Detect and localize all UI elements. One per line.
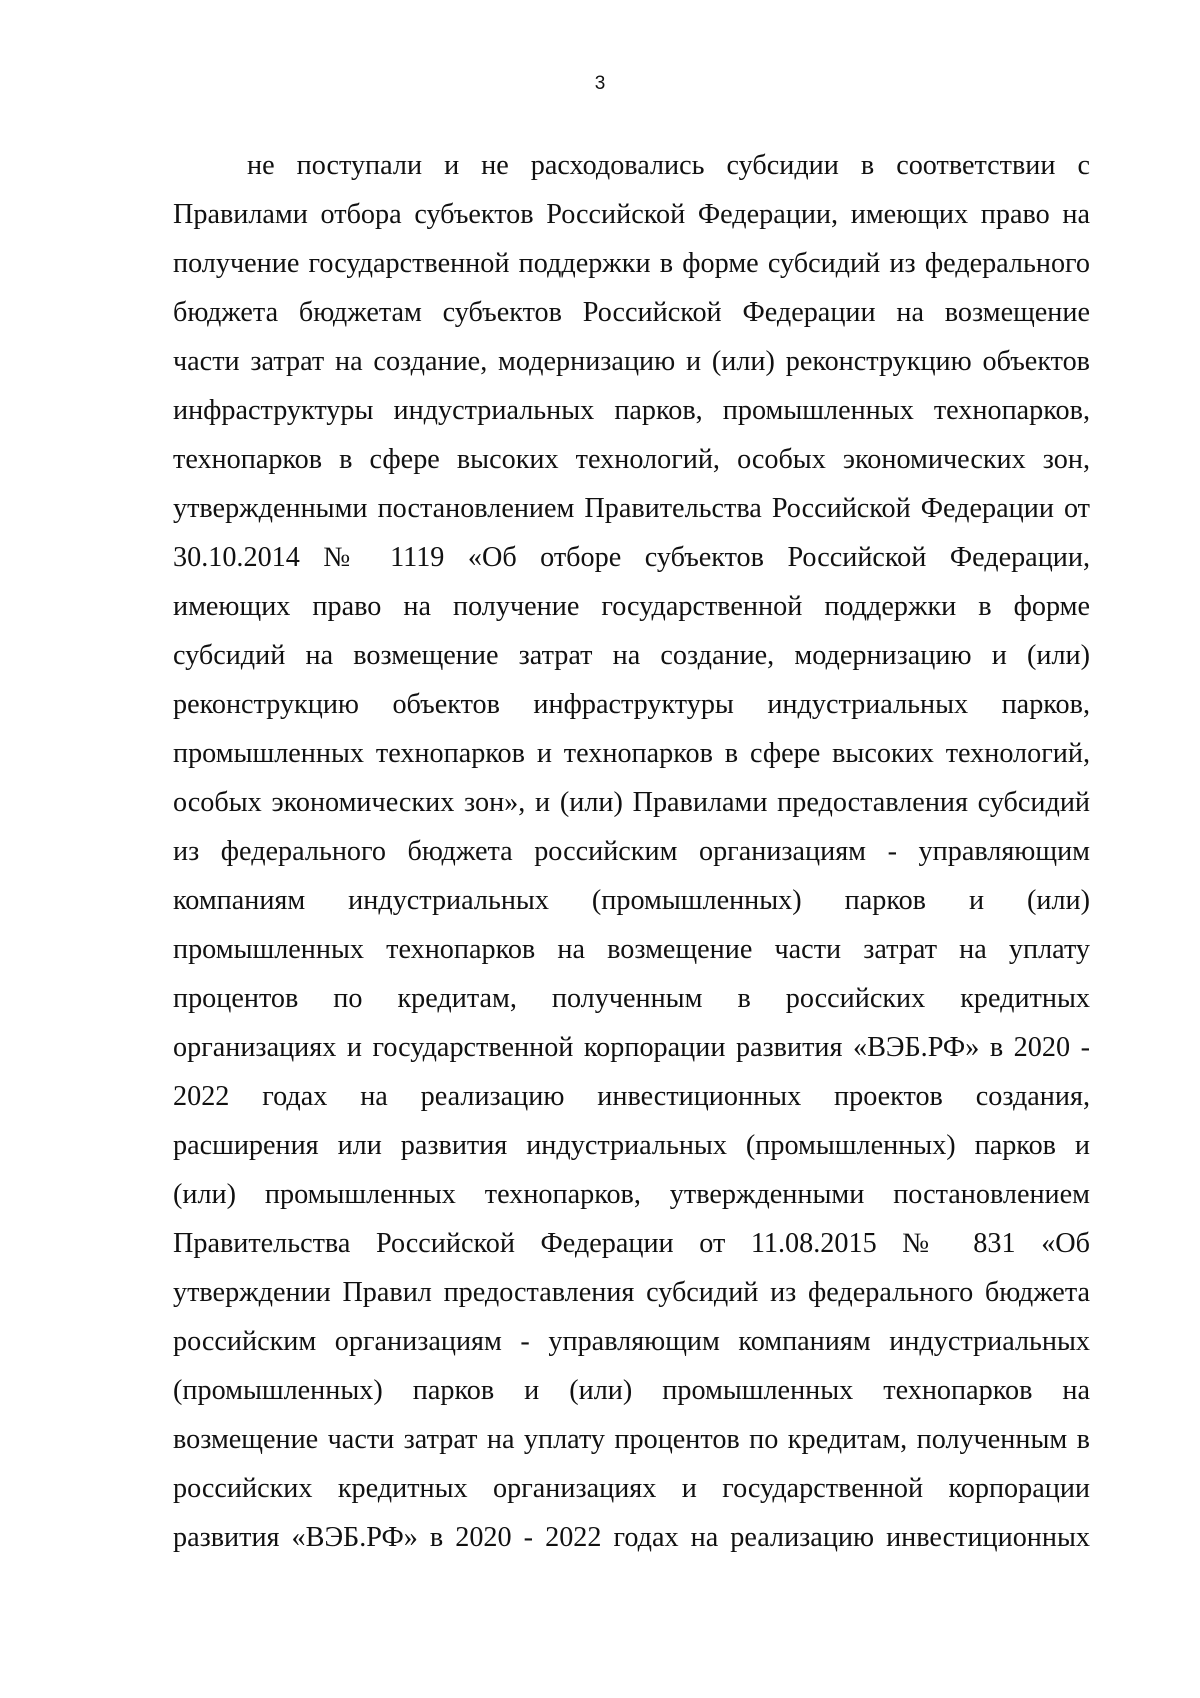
text-line: бюджета бюджетам субъектов Российской Федерации на возмещение [173,297,1090,328]
text-line: российским организациям - управляющим компаниям индустриальных [173,1326,1090,1357]
text-line: (или) промышленных технопарков, утвержденными постановлением [173,1179,1090,1210]
text-line: особых экономических зон», и (или) Правилами предоставления субсидий [173,787,1090,818]
text-line: промышленных технопарков на возмещение части затрат на уплату [173,934,1090,965]
text-line: (промышленных) парков и (или) промышленных технопарков на [173,1375,1090,1406]
text-line: части затрат на создание, модернизацию и (или) реконструкцию объектов [173,346,1090,377]
text-line: получение государственной поддержки в форме субсидий из федерального [173,248,1090,279]
text-line: 30.10.2014 № 1119 «Об отборе субъектов Российской Федерации, [173,542,1090,573]
text-line: возмещение части затрат на уплату процентов по кредитам, полученным в [173,1424,1090,1455]
text-line: развития «ВЭБ.РФ» в 2020 - 2022 годах на реализацию инвестиционных [173,1522,1090,1553]
text-line: российских кредитных организациях и государственной корпорации [173,1473,1090,1504]
text-line: реконструкцию объектов инфраструктуры индустриальных парков, [173,689,1090,720]
text-line: из федерального бюджета российским организациям - управляющим [173,836,1090,867]
text-line: Правилами отбора субъектов Российской Федерации, имеющих право на [173,199,1090,230]
body-paragraph [173,141,1090,1562]
text-line: субсидий на возмещение затрат на создание, модернизацию и (или) [173,640,1090,671]
text-line: утверждении Правил предоставления субсидий из федерального бюджета [173,1277,1090,1308]
text-line: 2022 годах на реализацию инвестиционных проектов создания, [173,1081,1090,1112]
text-line: организациях и государственной корпорации развития «ВЭБ.РФ» в 2020 - [173,1032,1090,1063]
text-line: технопарков в сфере высоких технологий, особых экономических зон, [173,444,1090,475]
text-line: не поступали и не расходовались субсидии в соответствии с [247,150,1090,181]
text-line: имеющих право на получение государственной поддержки в форме [173,591,1090,622]
text-line: промышленных технопарков и технопарков в сфере высоких технологий, [173,738,1090,769]
text-line: утвержденными постановлением Правительства Российской Федерации от [173,493,1090,524]
text-line: процентов по кредитам, полученным в российских кредитных [173,983,1090,1014]
text-line: инфраструктуры индустриальных парков, промышленных технопарков, [173,395,1090,426]
text-line: компаниям индустриальных (промышленных) парков и (или) [173,885,1090,916]
text-line: Правительства Российской Федерации от 11.08.2015 № 831 «Об [173,1228,1090,1259]
text-line: расширения или развития индустриальных (промышленных) парков и [173,1130,1090,1161]
page-number: 3 [594,73,606,94]
